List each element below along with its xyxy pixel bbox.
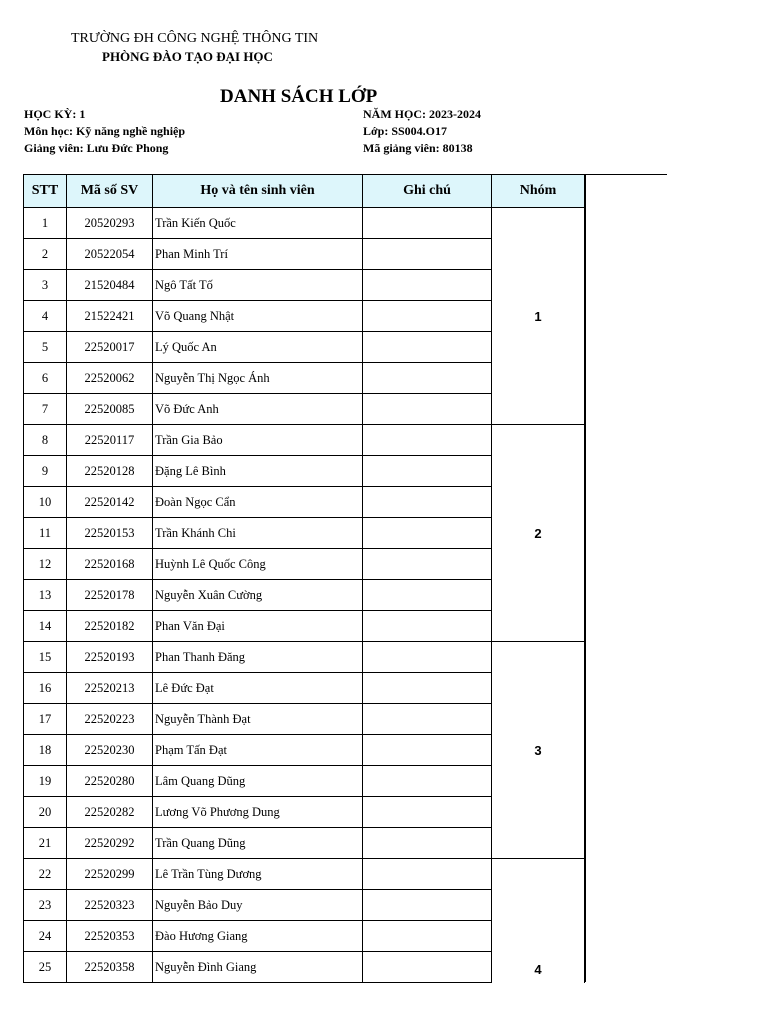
semester-label: HỌC KỲ: 1 [24,107,86,121]
student-name-cell: Huỳnh Lê Quốc Công [153,549,363,580]
student-id-cell: 22520299 [67,859,153,890]
stt-cell: 23 [24,890,67,921]
stt-cell: 8 [24,425,67,456]
stt-cell: 5 [24,332,67,363]
stt-cell: 2 [24,239,67,270]
class-code-label: Lớp: SS004.O17 [363,124,447,138]
stt-cell: 14 [24,611,67,642]
note-cell [363,611,492,642]
stt-cell: 4 [24,301,67,332]
note-cell [363,921,492,952]
student-name-cell: Võ Quang Nhật [153,301,363,332]
stt-cell: 10 [24,487,67,518]
university-name: TRƯỜNG ĐH CÔNG NGHỆ THÔNG TIN [71,31,319,46]
student-id-cell: 22520153 [67,518,153,549]
group-cell: 4 [492,859,585,983]
note-cell [363,239,492,270]
student-id-cell: 22520280 [67,766,153,797]
note-cell [363,735,492,766]
note-cell [363,704,492,735]
student-id-cell: 22520223 [67,704,153,735]
student-id-cell: 21522421 [67,301,153,332]
student-name-cell: Lý Quốc An [153,332,363,363]
note-cell [363,332,492,363]
student-list-table [23,174,585,983]
note-cell [363,394,492,425]
note-cell [363,301,492,332]
student-id-cell: 20522054 [67,239,153,270]
stt-cell: 3 [24,270,67,301]
stt-cell: 20 [24,797,67,828]
column-header-full-name: Họ và tên sinh viên [153,175,363,208]
note-cell [363,518,492,549]
header-extension-line [585,174,667,175]
table-header-row [24,175,585,208]
student-name-cell: Lâm Quang Dũng [153,766,363,797]
note-cell [363,456,492,487]
student-name-cell: Phan Minh Trí [153,239,363,270]
stt-cell: 15 [24,642,67,673]
stt-cell: 17 [24,704,67,735]
student-name-cell: Ngô Tất Tố [153,270,363,301]
note-cell [363,952,492,983]
lecturer-label: Giảng viên: Lưu Đức Phong [24,141,169,155]
student-id-cell: 22520292 [67,828,153,859]
stt-cell: 9 [24,456,67,487]
stt-cell: 6 [24,363,67,394]
group-cell: 1 [492,208,585,425]
note-cell [363,828,492,859]
stt-cell: 18 [24,735,67,766]
note-cell [363,859,492,890]
column-header-group: Nhóm [492,175,585,208]
student-name-cell: Đặng Lê Bình [153,456,363,487]
group-cell: 2 [492,425,585,642]
note-cell [363,363,492,394]
student-name-cell: Nguyễn Đình Giang [153,952,363,983]
table-row [24,859,585,890]
note-cell [363,797,492,828]
stt-cell: 24 [24,921,67,952]
note-cell [363,766,492,797]
stt-cell: 25 [24,952,67,983]
stt-cell: 13 [24,580,67,611]
student-name-cell: Nguyễn Thị Ngọc Ánh [153,363,363,394]
stt-cell: 1 [24,208,67,239]
student-id-cell: 22520085 [67,394,153,425]
stt-cell: 19 [24,766,67,797]
document-title: DANH SÁCH LỚP [220,86,378,107]
note-cell [363,580,492,611]
student-id-cell: 22520182 [67,611,153,642]
stt-cell: 22 [24,859,67,890]
lecturer-code-label: Mã giảng viên: 80138 [363,141,473,155]
student-id-cell: 22520282 [67,797,153,828]
student-name-cell: Lê Đức Đạt [153,673,363,704]
column-header-student-id: Mã số SV [67,175,153,208]
student-name-cell: Nguyễn Xuân Cường [153,580,363,611]
student-name-cell: Võ Đức Anh [153,394,363,425]
student-id-cell: 22520142 [67,487,153,518]
student-id-cell: 22520193 [67,642,153,673]
student-id-cell: 22520017 [67,332,153,363]
student-name-cell: Nguyễn Bảo Duy [153,890,363,921]
stt-cell: 21 [24,828,67,859]
student-name-cell: Trần Khánh Chi [153,518,363,549]
note-cell [363,487,492,518]
student-id-cell: 22520178 [67,580,153,611]
stt-cell: 7 [24,394,67,425]
student-name-cell: Trần Quang Dũng [153,828,363,859]
student-id-cell: 20520293 [67,208,153,239]
group-cell: 3 [492,642,585,859]
student-id-cell: 21520484 [67,270,153,301]
student-name-cell: Phạm Tấn Đạt [153,735,363,766]
student-name-cell: Lê Trần Tùng Dương [153,859,363,890]
department-name: PHÒNG ĐÀO TẠO ĐẠI HỌC [102,49,273,64]
student-name-cell: Trần Gia Bảo [153,425,363,456]
stt-cell: 16 [24,673,67,704]
note-cell [363,270,492,301]
table-right-border [585,174,586,982]
student-id-cell: 22520353 [67,921,153,952]
note-cell [363,673,492,704]
student-name-cell: Trần Kiến Quốc [153,208,363,239]
course-label: Môn học: Kỹ năng nghề nghiệp [24,124,186,138]
student-name-cell: Nguyễn Thành Đạt [153,704,363,735]
student-id-cell: 22520168 [67,549,153,580]
stt-cell: 11 [24,518,67,549]
student-id-cell: 22520358 [67,952,153,983]
stt-cell: 12 [24,549,67,580]
student-id-cell: 22520213 [67,673,153,704]
student-name-cell: Đoàn Ngọc Cẩn [153,487,363,518]
table-row [24,642,585,673]
student-id-cell: 22520230 [67,735,153,766]
student-id-cell: 22520128 [67,456,153,487]
table-row [24,425,585,456]
student-name-cell: Đào Hương Giang [153,921,363,952]
student-id-cell: 22520117 [67,425,153,456]
note-cell [363,208,492,239]
note-cell [363,425,492,456]
column-header-stt: STT [24,175,67,208]
note-cell [363,549,492,580]
student-name-cell: Phan Thanh Đăng [153,642,363,673]
note-cell [363,642,492,673]
note-cell [363,890,492,921]
student-id-cell: 22520323 [67,890,153,921]
school-year-label: NĂM HỌC: 2023-2024 [363,107,481,121]
student-name-cell: Phan Văn Đại [153,611,363,642]
table-body [24,208,585,983]
student-id-cell: 22520062 [67,363,153,394]
student-name-cell: Lương Võ Phương Dung [153,797,363,828]
table-row [24,208,585,239]
column-header-note: Ghi chú [363,175,492,208]
